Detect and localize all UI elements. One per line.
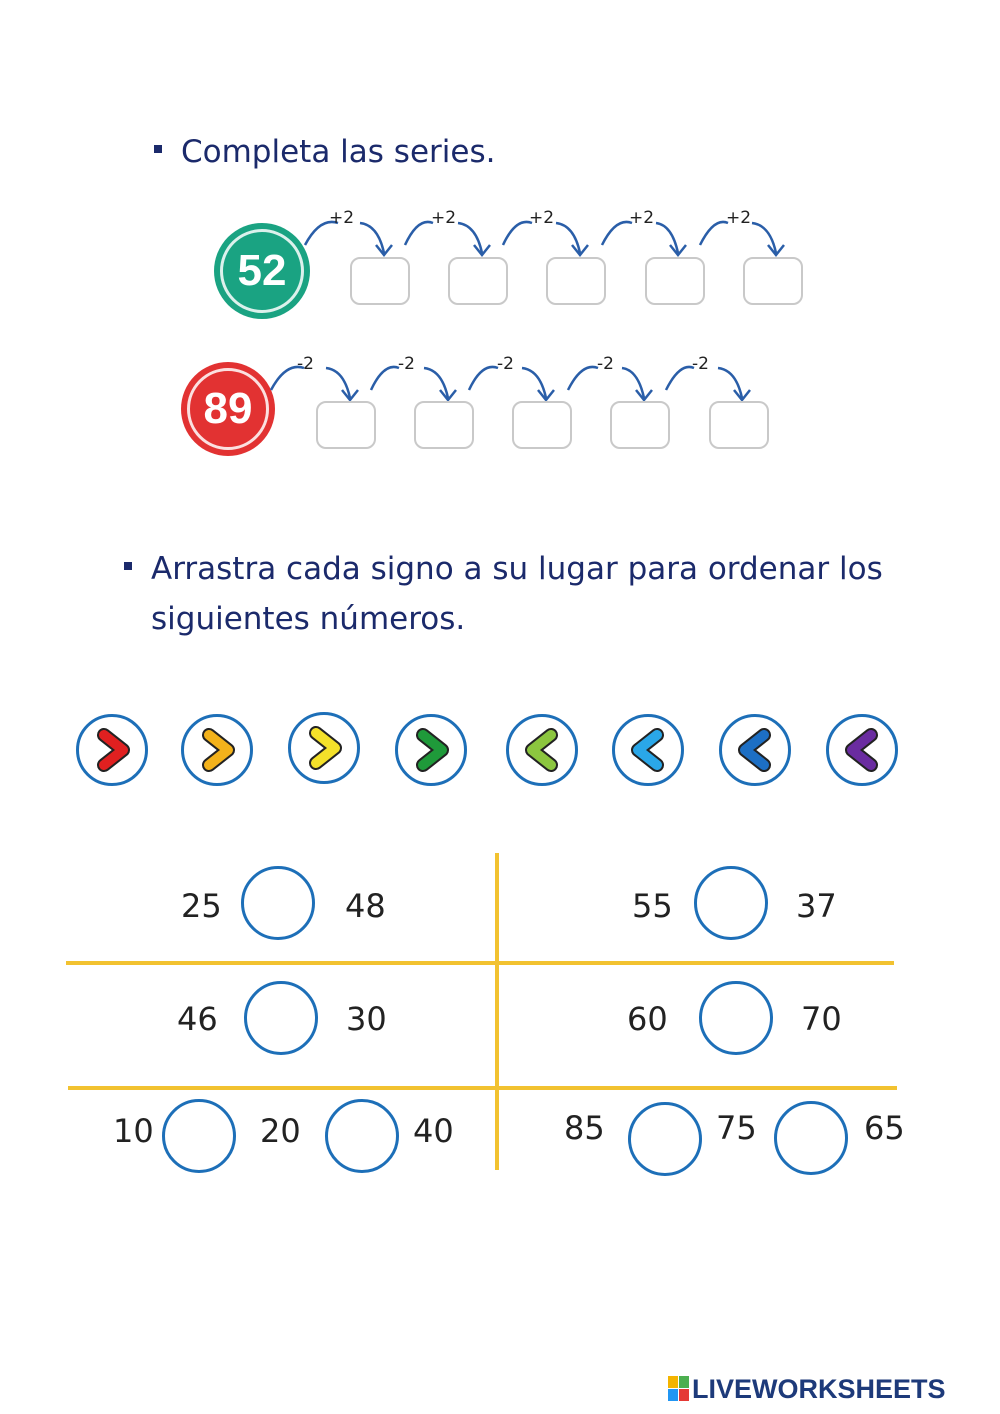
instruction-order-line2: siguientes números.	[151, 601, 466, 637]
number: 10	[113, 1112, 154, 1150]
drop-target[interactable]	[325, 1099, 399, 1173]
sign-less-lightblue[interactable]	[612, 714, 684, 786]
step-label: +2	[431, 208, 457, 228]
liveworksheets-logo-icon	[668, 1376, 690, 1402]
less-than-icon	[509, 717, 575, 783]
answer-box[interactable]	[709, 401, 769, 449]
series-start-89	[181, 362, 275, 456]
answer-box[interactable]	[448, 257, 508, 305]
answer-box[interactable]	[350, 257, 410, 305]
sign-less-purple[interactable]	[826, 714, 898, 786]
answer-box[interactable]	[546, 257, 606, 305]
sign-greater-orange[interactable]	[181, 714, 253, 786]
step-label: -2	[497, 354, 514, 374]
grid-horizontal-line	[66, 961, 894, 965]
answer-box[interactable]	[414, 401, 474, 449]
drop-target[interactable]	[241, 866, 315, 940]
number: 60	[627, 1000, 668, 1038]
instruction-order-line1: Arrastra cada signo a su lugar para ordenar los	[151, 551, 883, 587]
drop-target[interactable]	[244, 981, 318, 1055]
number: 46	[177, 1000, 218, 1038]
greater-than-icon	[291, 715, 357, 781]
greater-than-icon	[79, 717, 145, 783]
drop-target[interactable]	[694, 866, 768, 940]
number: 25	[181, 887, 222, 925]
number: 65	[864, 1109, 905, 1147]
greater-than-icon	[184, 717, 250, 783]
greater-than-icon	[398, 717, 464, 783]
less-than-icon	[615, 717, 681, 783]
sign-less-lightgreen[interactable]	[506, 714, 578, 786]
answer-box[interactable]	[645, 257, 705, 305]
answer-box[interactable]	[316, 401, 376, 449]
sign-less-blue[interactable]	[719, 714, 791, 786]
number: 40	[413, 1112, 454, 1150]
liveworksheets-logo: LIVEWORKSHEETS	[692, 1374, 946, 1404]
number: 55	[632, 887, 673, 925]
series-start-52	[214, 223, 310, 319]
number: 48	[345, 887, 386, 925]
grid-vertical-line	[495, 853, 499, 1170]
answer-box[interactable]	[743, 257, 803, 305]
number: 30	[346, 1000, 387, 1038]
number: 85	[564, 1109, 605, 1147]
number: 20	[260, 1112, 301, 1150]
drop-target[interactable]	[628, 1102, 702, 1176]
step-label: +2	[529, 208, 555, 228]
step-label: -2	[597, 354, 614, 374]
sign-greater-red[interactable]	[76, 714, 148, 786]
step-label: +2	[726, 208, 752, 228]
answer-box[interactable]	[512, 401, 572, 449]
bullet-icon	[124, 562, 132, 570]
drop-target[interactable]	[774, 1101, 848, 1175]
less-than-icon	[829, 717, 895, 783]
answer-box[interactable]	[610, 401, 670, 449]
less-than-icon	[722, 717, 788, 783]
number: 70	[801, 1000, 842, 1038]
step-label: -2	[692, 354, 709, 374]
step-label: -2	[398, 354, 415, 374]
series-start-value: 89	[203, 384, 253, 433]
number: 37	[796, 887, 837, 925]
instruction-series: Completa las series.	[181, 134, 496, 170]
grid-horizontal-line	[68, 1086, 897, 1090]
sign-greater-green[interactable]	[395, 714, 467, 786]
series-start-value: 52	[237, 246, 287, 295]
step-label: +2	[329, 208, 355, 228]
drop-target[interactable]	[162, 1099, 236, 1173]
bullet-icon	[154, 145, 162, 153]
drop-target[interactable]	[699, 981, 773, 1055]
number: 75	[716, 1109, 757, 1147]
step-label: +2	[629, 208, 655, 228]
step-label: -2	[297, 354, 314, 374]
sign-greater-yellow[interactable]	[288, 712, 360, 784]
